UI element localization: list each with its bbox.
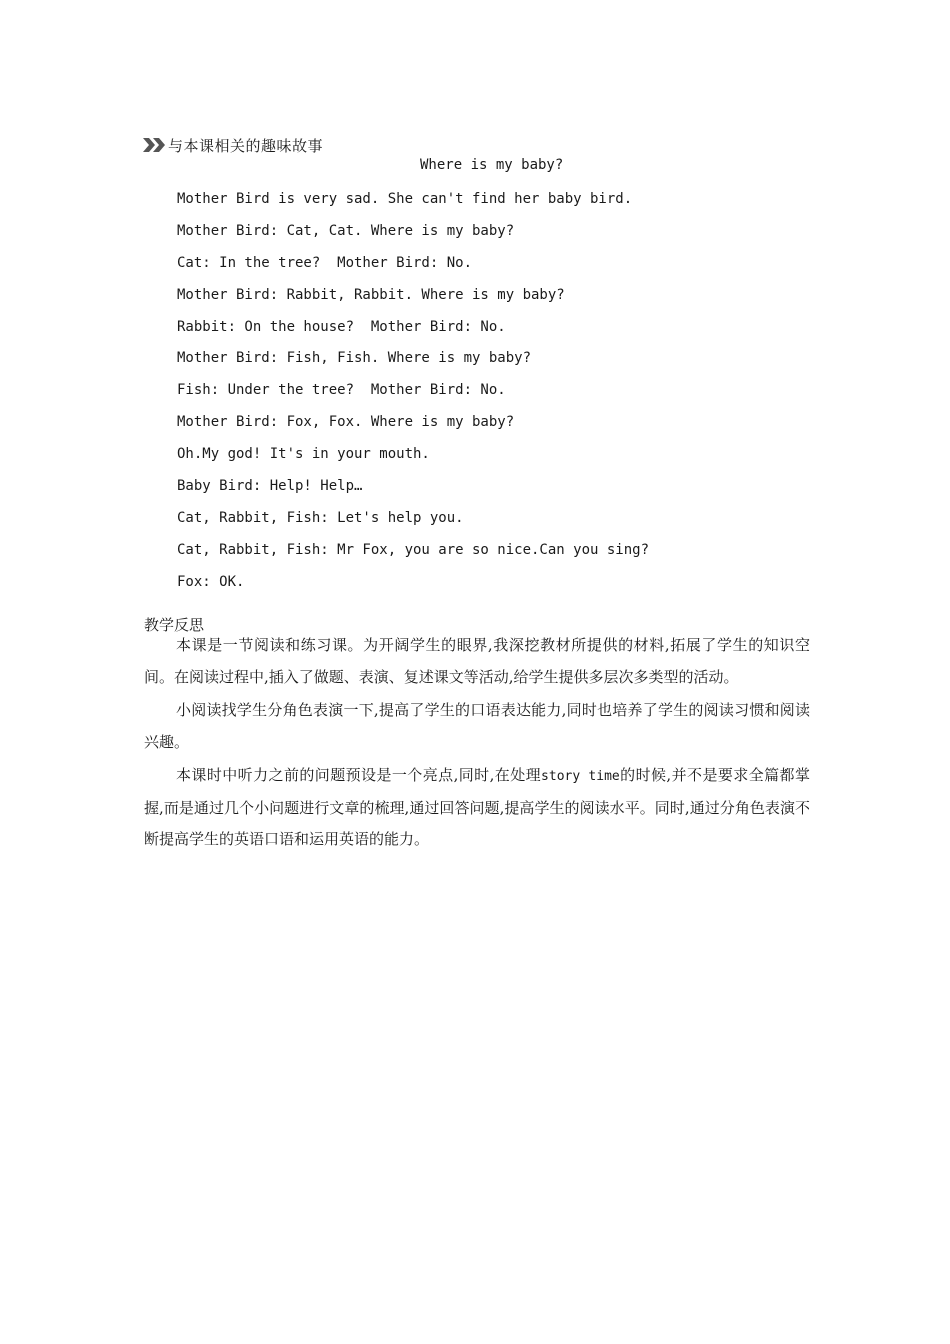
reflection-paragraph-1: 本课是一节阅读和练习课。为开阔学生的眼界,我深挖教材所提供的材料,拓展了学生的知识空间。在阅读过程中,插入了做题、表演、复述课文等活动,给学生提供多层次多类型的活动。 <box>144 636 810 686</box>
paragraph-3-text-start: 本课时中听力之前的问题预设是一个亮点,同时,在处理 <box>176 766 542 784</box>
story-line: Cat, Rabbit, Fish: Let's help you. <box>177 509 464 526</box>
double-chevron-icon <box>143 137 167 153</box>
story-line: Fish: Under the tree? Mother Bird: No. <box>177 382 506 399</box>
story-section-heading <box>143 134 323 156</box>
reflection-paragraph-2: 小阅读找学生分角色表演一下,提高了学生的口语表达能力,同时也培养了学生的阅读习惯和阅读兴趣。 <box>144 701 810 751</box>
story-line: Mother Bird: Rabbit, Rabbit. Where is my baby? <box>177 286 565 303</box>
section-heading-text: 与本课相关的趣味故事 <box>168 136 324 155</box>
story-line: Mother Bird: Cat, Cat. Where is my baby? <box>177 222 515 239</box>
story-line: Fox: OK. <box>177 573 245 590</box>
story-line: Oh.My god! It's in your mouth. <box>177 446 430 463</box>
reflection-body <box>144 630 810 858</box>
story-line: Mother Bird: Fish, Fish. Where is my baby? <box>177 350 532 367</box>
paragraph-3-term: story time <box>541 769 620 784</box>
story-line: Cat: In the tree? Mother Bird: No. <box>177 254 473 271</box>
reflection-paragraph-3 <box>144 760 810 856</box>
story-line: Rabbit: On the house? Mother Bird: No. <box>177 318 506 335</box>
story-line: Mother Bird: Fox, Fox. Where is my baby? <box>177 414 515 431</box>
story-line: Cat, Rabbit, Fish: Mr Fox, you are so nice.Can you sing? <box>177 541 650 558</box>
reflection-heading: 教学反思 <box>144 616 205 634</box>
story-title: Where is my baby? <box>420 157 564 173</box>
story-lines <box>177 189 649 604</box>
story-line: Baby Bird: Help! Help… <box>177 478 363 495</box>
paragraph-3-text-end: 的时候,并不是要求全篇都掌握,而是通过几个小问题进行文章的梳理,通过回答问题,提高学生的阅读水平。同时,通过分角色表演不断提高学生的英语口语和运用英语的能力。 <box>144 766 810 848</box>
story-line: Mother Bird is very sad. She can't find her baby bird. <box>177 191 633 207</box>
